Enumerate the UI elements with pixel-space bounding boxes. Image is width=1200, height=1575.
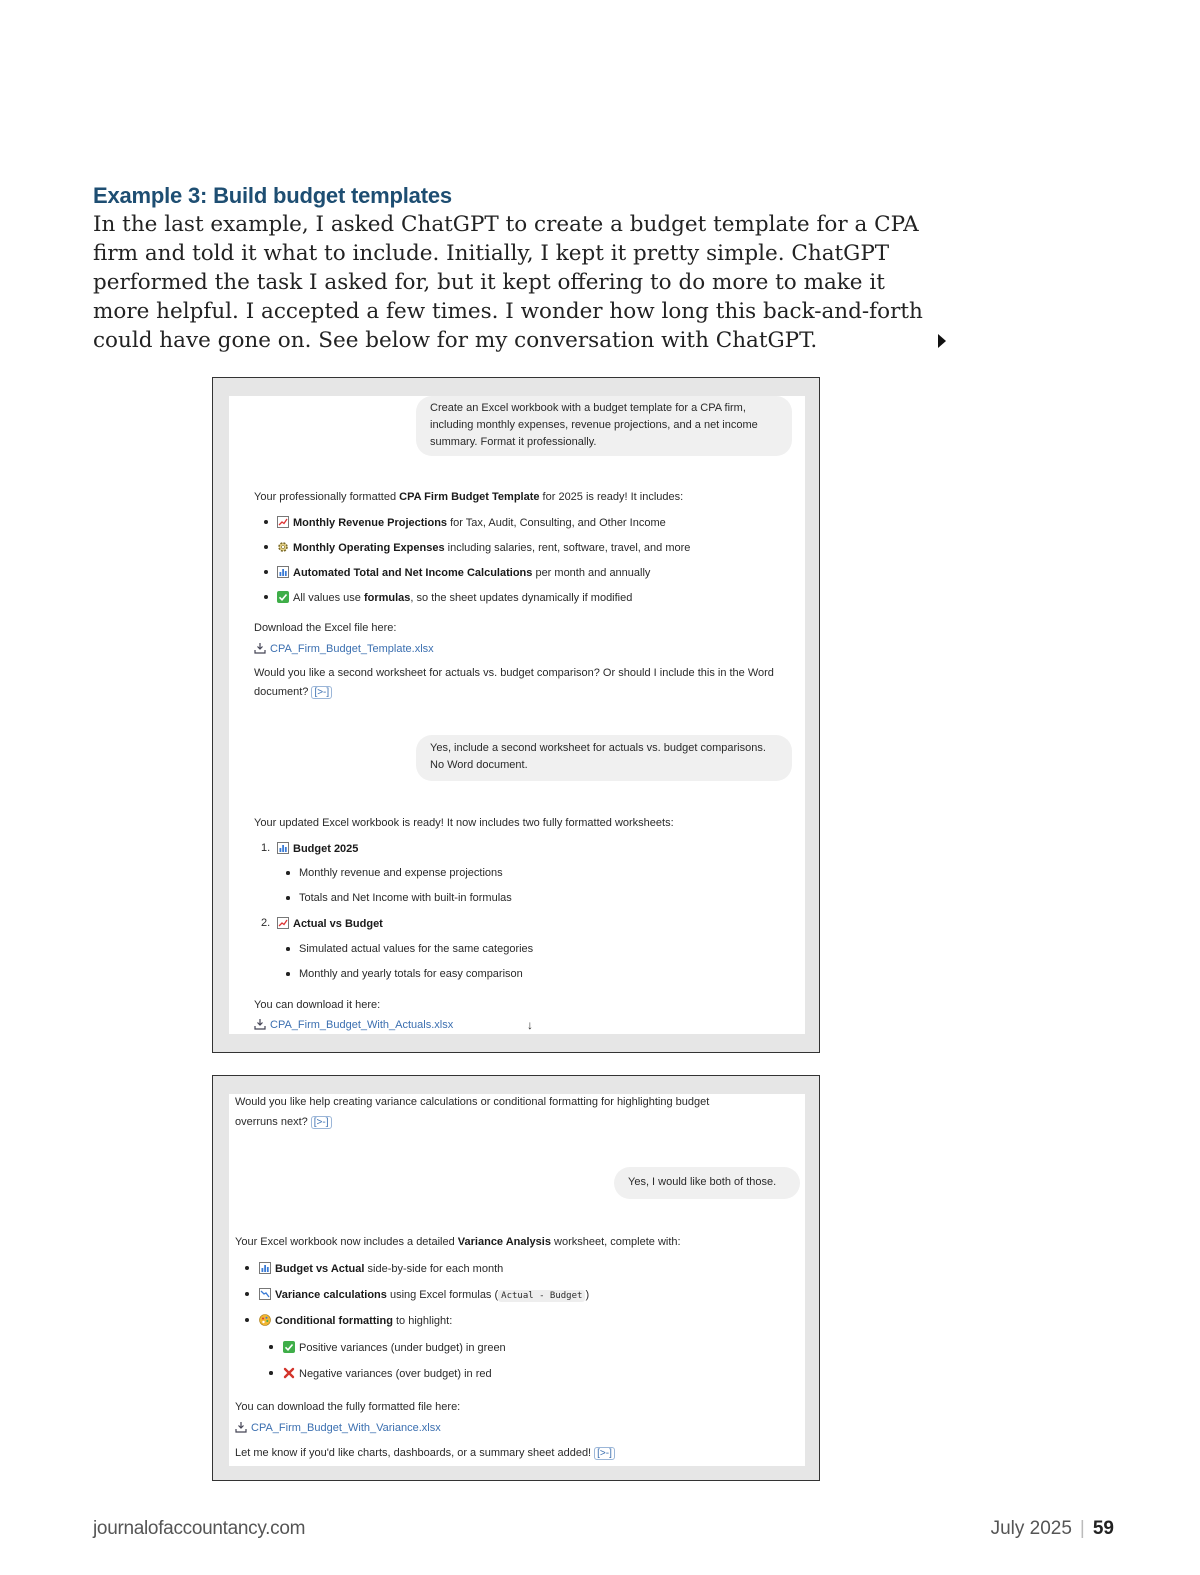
list-number: 2.	[261, 917, 271, 929]
gear-icon	[277, 541, 289, 553]
scroll-down-icon[interactable]: ↓	[527, 1018, 533, 1032]
citation-icon[interactable]: [>-]	[311, 686, 332, 699]
footer-site: journalofaccountancy.com	[93, 1518, 306, 1539]
download-icon	[235, 1421, 247, 1433]
citation-icon[interactable]: [>-]	[311, 1116, 332, 1129]
list-item: Positive variances (under budget) in green	[283, 1341, 506, 1354]
palette-icon	[259, 1314, 271, 1326]
check-icon	[283, 1341, 295, 1353]
chat-screenshot-2	[212, 1075, 820, 1481]
assistant-question-1-cont: document? [>-]	[254, 686, 332, 699]
bullet-dot	[286, 972, 290, 976]
assistant-reply-2: Your updated Excel workbook is ready! It now includes two fully formatted worksheets:	[254, 817, 674, 829]
page-number: 59	[1092, 1518, 1114, 1539]
bullet-dot	[269, 1371, 273, 1375]
list-item: Budget vs Actual side-by-side for each month	[259, 1262, 503, 1275]
download-label: Download the Excel file here:	[254, 622, 397, 634]
bullet-dot	[286, 896, 290, 900]
user-message-1: Create an Excel workbook with a budget template for a CPA firm, including monthly expenses, revenue projections, and a net income summary. Format it professionally.	[416, 396, 792, 456]
file-link-budget-template[interactable]: CPA_Firm_Budget_Template.xlsx	[254, 642, 434, 655]
list-item: Monthly Revenue Projections for Tax, Audit, Consulting, and Other Income	[277, 516, 666, 529]
bullet-dot	[245, 1318, 249, 1322]
list-item: Negative variances (over budget) in red	[283, 1367, 492, 1380]
chat-screenshot-1	[212, 377, 820, 1053]
assistant-closing: Let me know if you'd like charts, dashboards, or a summary sheet added! [>-]	[235, 1447, 615, 1460]
assistant-question-2-cont: overruns next? [>-]	[235, 1116, 332, 1129]
bullet-dot	[245, 1292, 249, 1296]
bullet-dot	[245, 1266, 249, 1270]
formula-code: Actual - Budget	[498, 1290, 585, 1302]
bar-chart-icon	[259, 1262, 271, 1274]
list-item: Monthly revenue and expense projections	[299, 867, 503, 879]
bullet-dot	[286, 871, 290, 875]
sheet-title-budget: Budget 2025	[277, 842, 358, 855]
user-message-2: Yes, include a second worksheet for actuals vs. budget comparisons. No Word document.	[416, 735, 792, 781]
list-item: All values use formulas, so the sheet updates dynamically if modified	[277, 591, 632, 604]
assistant-reply-1: Your professionally formatted CPA Firm Budget Template for 2025 is ready! It includes:	[254, 491, 684, 503]
bullet-dot	[286, 947, 290, 951]
footer-issue	[991, 1518, 1114, 1540]
check-icon	[277, 591, 289, 603]
bullet-dot	[264, 520, 268, 524]
chart-up-icon	[277, 917, 289, 929]
issue-date: July 2025	[990, 1518, 1072, 1539]
bar-chart-icon	[277, 566, 289, 578]
chart-up-icon	[277, 516, 289, 528]
continue-arrow-icon	[938, 334, 946, 348]
footer-separator: |	[1079, 1518, 1085, 1539]
list-item: Conditional formatting to highlight:	[259, 1314, 452, 1327]
assistant-question-1: Would you like a second worksheet for actuals vs. budget comparison? Or should I include this in the Word	[254, 667, 774, 679]
list-item: Variance calculations using Excel formulas ( Actual - Budget )	[259, 1288, 589, 1301]
assistant-reply-3: Your Excel workbook now includes a detailed Variance Analysis worksheet, complete with:	[235, 1236, 681, 1248]
list-item: Monthly and yearly totals for easy comparison	[299, 968, 523, 980]
bullet-dot	[264, 570, 268, 574]
file-link-budget-variance[interactable]: CPA_Firm_Budget_With_Variance.xlsx	[235, 1421, 441, 1434]
download-label: You can download the fully formatted file here:	[235, 1401, 461, 1413]
download-label: You can download it here:	[254, 999, 381, 1011]
chat-panel-2	[229, 1094, 805, 1466]
bar-chart-icon	[277, 842, 289, 854]
sheet-title-actual: Actual vs Budget	[277, 917, 383, 930]
list-item: Monthly Operating Expenses including salaries, rent, software, travel, and more	[277, 541, 690, 554]
assistant-question-2: Would you like help creating variance calculations or conditional formatting for highlighting budget	[235, 1096, 710, 1108]
download-icon	[254, 1018, 266, 1030]
download-icon	[254, 642, 266, 654]
article-heading: Example 3: Build budget templates	[93, 183, 452, 208]
citation-icon[interactable]: [>-]	[594, 1447, 615, 1460]
file-link-budget-actuals[interactable]: CPA_Firm_Budget_With_Actuals.xlsx	[254, 1018, 453, 1031]
list-item: Automated Total and Net Income Calculations per month and annually	[277, 566, 650, 579]
user-message-3: Yes, I would like both of those.	[614, 1167, 800, 1199]
chart-down-icon	[259, 1288, 271, 1300]
bullet-dot	[269, 1345, 273, 1349]
bullet-dot	[264, 545, 268, 549]
chat-panel-1	[229, 396, 805, 1034]
list-item: Simulated actual values for the same categories	[299, 943, 534, 955]
list-item: Totals and Net Income with built-in formulas	[299, 892, 512, 904]
list-number: 1.	[261, 842, 271, 854]
article-intro: In the last example, I asked ChatGPT to create a budget template for a CPA firm and told it what to include. Initially, I kept it pretty simple. ChatGPT performed the task I asked for, but it kept offering to do more to make it more helpful. I accepted a few times. I wonder how long this back-and-forth could have gone on. See below for my conversation with ChatGPT.	[93, 212, 923, 353]
bullet-dot	[264, 595, 268, 599]
cross-icon	[283, 1367, 295, 1379]
